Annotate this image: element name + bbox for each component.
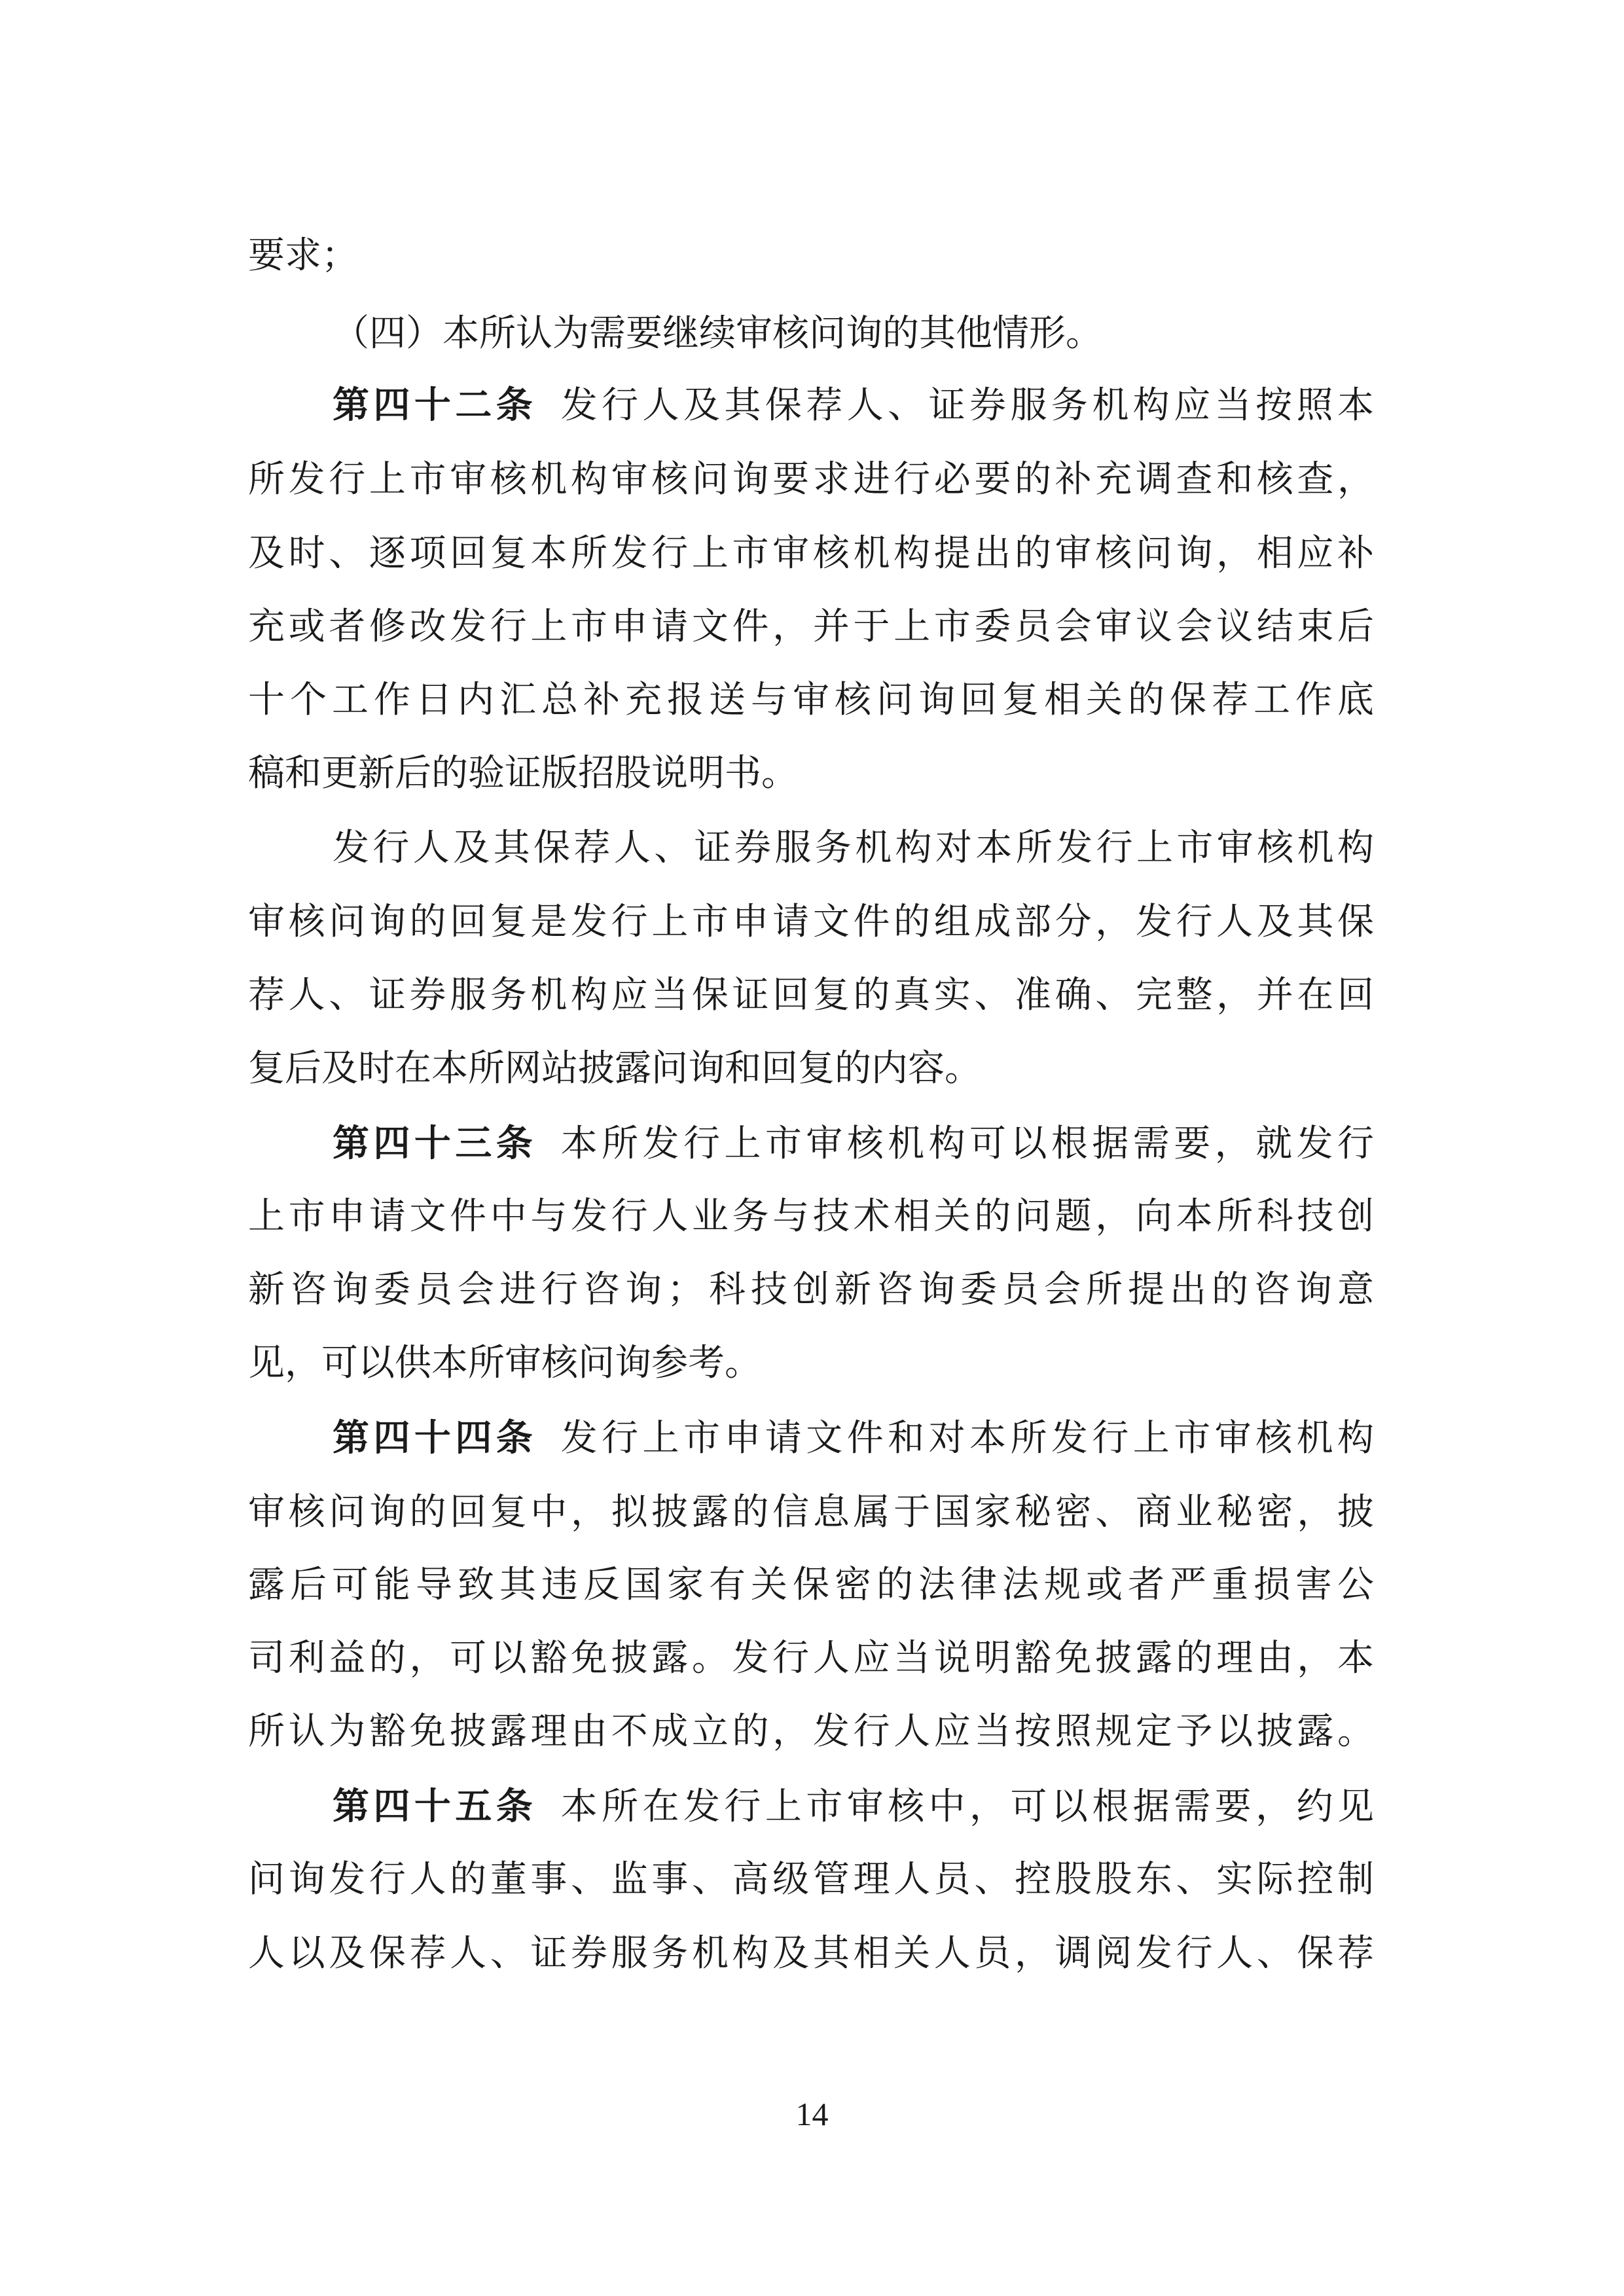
text-line: 发行人及其保荐人、证券服务机构对本所发行上市审核机构: [333, 827, 1374, 869]
text-line: 复后及时在本所网站披露问询和回复的内容。: [248, 1047, 981, 1090]
article-45-line: [333, 1784, 1374, 1831]
article-43-line: [333, 1121, 1374, 1168]
text-line: 露后可能导致其违反国家有关保密的法律法规或者严重损害公: [248, 1564, 1374, 1606]
article-42-line: [333, 382, 1374, 429]
text-line: 十个工作日内汇总补充报送与审核问询回复相关的保荐工作底: [248, 679, 1374, 721]
article-heading: 第四十三条: [333, 1122, 537, 1165]
text-line: 审核问询的回复中，拟披露的信息属于国家秘密、商业秘密，披: [248, 1491, 1374, 1534]
text-line: 司利益的，可以豁免披露。发行人应当说明豁免披露的理由，本: [248, 1637, 1374, 1679]
article-text: 本所发行上市审核机构可以根据需要，就发行: [556, 1122, 1375, 1165]
article-heading: 第四十五条: [333, 1785, 537, 1828]
article-44-line: [333, 1415, 1374, 1462]
text-line: 荐人、证券服务机构应当保证回复的真实、准确、完整，并在回: [248, 974, 1374, 1016]
text-line: 人以及保荐人、证券服务机构及其相关人员，调阅发行人、保荐: [248, 1932, 1374, 1975]
article-text: 发行上市申请文件和对本所发行上市审核机构: [556, 1417, 1375, 1460]
article-heading: 第四十四条: [333, 1417, 537, 1460]
article-text: 发行人及其保荐人、证券服务机构应当按照本: [556, 384, 1375, 427]
text-line: 所认为豁免披露理由不成立的，发行人应当按照规定予以披露。: [248, 1710, 1374, 1753]
text-line: 审核问询的回复是发行上市申请文件的组成部分，发行人及其保: [248, 901, 1374, 943]
text-line: 见，可以供本所审核问询参考。: [248, 1342, 761, 1384]
text-line: 充或者修改发行上市申请文件，并于上市委员会审议会议结束后: [248, 605, 1374, 648]
text-line: 稿和更新后的验证版招股说明书。: [248, 752, 798, 795]
text-line: 及时、逐项回复本所发行上市审核机构提出的审核问询，相应补: [248, 532, 1374, 575]
article-heading: 第四十二条: [333, 384, 537, 427]
article-text: 本所在发行上市审核中，可以根据需要，约见: [556, 1785, 1375, 1828]
text-line: 新咨询委员会进行咨询；科技创新咨询委员会所提出的咨询意: [248, 1268, 1374, 1311]
text-line: 要求；: [248, 234, 358, 277]
page-number: 14: [795, 2096, 829, 2132]
text-line: 问询发行人的董事、监事、高级管理人员、控股股东、实际控制: [248, 1858, 1374, 1901]
text-line: （四）本所认为需要继续审核问询的其他情形。: [333, 312, 1102, 355]
text-line: 上市申请文件中与发行人业务与技术相关的问题，向本所科技创: [248, 1195, 1374, 1238]
text-line: 所发行上市审核机构审核问询要求进行必要的补充调查和核查，: [248, 458, 1374, 501]
